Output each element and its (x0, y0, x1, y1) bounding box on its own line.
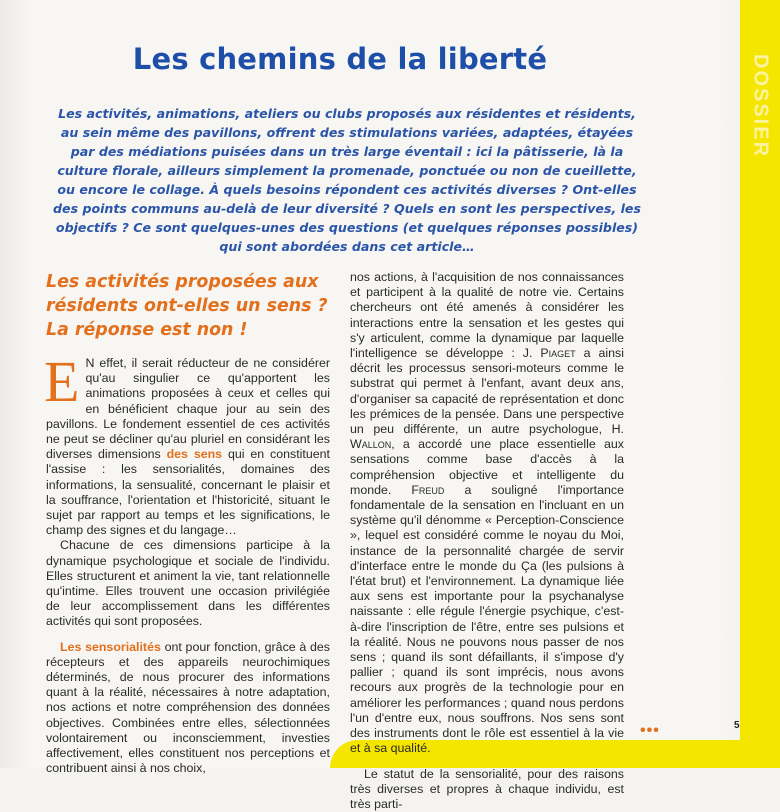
paragraph-4-text-c: , a accordé une place essentielle aux sensations comme base d'accès à la compréhension objective et intelligente du monde. (350, 437, 624, 497)
name-piaget: Piaget (540, 346, 575, 360)
paragraph-1-text-b: qui en constituent l'assise : les sensorialités, domaines des informations, la sensualité, concernant le plaisir et la souffrance, l'orientation et l'historicité, situant le sujet par rapport au temps et les significations, le champ des signes et du langage… (46, 447, 330, 537)
article-title: Les chemins de la liberté (0, 42, 680, 76)
paragraph-2: Chacune de ces dimensions participe à la dynamique psychologique et sociale de l'individu. Elles structurent et animent la vie, tant relationnelle qu'intime. Elles trouvent une occasion privilégiée de leur accomplissement dans les différentes activités qui sont proposées. (46, 538, 330, 629)
left-column (46, 270, 330, 776)
page-number: 5 (734, 720, 740, 731)
right-column (350, 270, 624, 812)
continuation-dots: ••• (640, 722, 660, 740)
name-wallon: Wallon (350, 437, 391, 451)
paragraph-4-text-b: a ainsi décrit les processus sensori-moteurs comme le substrat qui permet à l'enfant, avant deux ans, d'organiser sa capacité de représentation et donc les prémices de la pensée. Dans une perspective un peu différente, un autre psychologue, H. (350, 346, 624, 436)
highlight-des-sens: des sens (167, 447, 222, 461)
paragraph-4 (350, 270, 624, 757)
paragraph-3 (46, 640, 330, 777)
paragraph-1-text-a: N effet, il serait réducteur de ne considérer qu'au singulier ce qu'apportent les animations proposées à ceux et celles qui en bénéficient chaque jour au sein des pavillons. Le fondement essentiel de ces activités ne peut se décliner qu'au pluriel en considérant les diverses dimensions (46, 356, 330, 461)
section-tab (740, 36, 780, 176)
paragraph-3-text: ont pour fonction, grâce à des récepteurs et des appareils neurochimiques déterminés, de nous procurer des informations quant à la réalité, nécessaires à notre adaptation, nos actions et notre compréhension des données objectives. Combinées entre elles, sélectionnées volontairement ou inconsciemment, investies affectivement, elles constituent nos perceptions et contribuent ainsi à nos choix, (46, 640, 330, 776)
drop-cap: E (44, 358, 79, 406)
paragraph-4-text-a: nos actions, à l'acquisition de nos connaissances et participent à la qualité de notre vie. Certains chercheurs ont été amenés à considérer les interactions entre la sensation et les gestes qui s'y articulent, comme la dynamique par laquelle l'intelligence se développe : J. (350, 270, 624, 360)
paragraph-1 (46, 356, 330, 538)
name-freud: Freud (411, 483, 444, 497)
section-headline: Les activités proposées aux résidents ont-elles un sens ? La réponse est non ! (46, 270, 330, 342)
section-tab-label: DOSSIER (749, 54, 772, 158)
article-intro: Les activités, animations, ateliers ou clubs proposés aux résidentes et résidents, au sein même des pavillons, offrent des stimulations variées, adaptées, étayées par des médiations puisées dans un très large éventail : ici la pâtisserie, là la culture florale, ailleurs simplement la promenade, ponctuée ou non de cueillette, ou encore le collage. À quels besoins répondent ces activités diverses ? Ont-elles des points communs au-delà de leur diversité ? Quels en sont les perspectives, les objectifs ? Ce sont quelques-unes des questions (et quelques réponses possibles) qui sont abordées dans cet article… (52, 104, 642, 256)
paragraph-4-text-d: a souligné l'importance fondamentale de la sensation en l'incluant en un système qu'il dénomme « Perception-Conscience », lequel est considéré comme le noyau du Moi, instance de la personnalité chargée de servir d'interface entre le monde du Ça (les pulsions à l'état brut) et l'environnement. La dynamique liée aux sens est importante pour la psychanalyse naissante : elle régule l'énergie psychique, c'est-à-dire l'inscription de l'être, entre ses pulsions et la réalité. Nous ne pouvons nous passer de nos sens ; quand ils sont défaillants, il s'impose d'y pallier ; quand ils sont imprécis, nous avons recours aux progrès de la technologie pour en améliorer les performances ; quand nous perdons l'un d'entre eux, nous souffrons. Nos sens sont des instruments dont le rôle est essentiel à la vie et à sa qualité. (350, 483, 624, 755)
paragraph-5: Le statut de la sensorialité, pour des raisons très diverses et propres à chaque individu, est très parti- (350, 767, 624, 812)
highlight-sensorialites: Les sensorialités (60, 640, 161, 654)
